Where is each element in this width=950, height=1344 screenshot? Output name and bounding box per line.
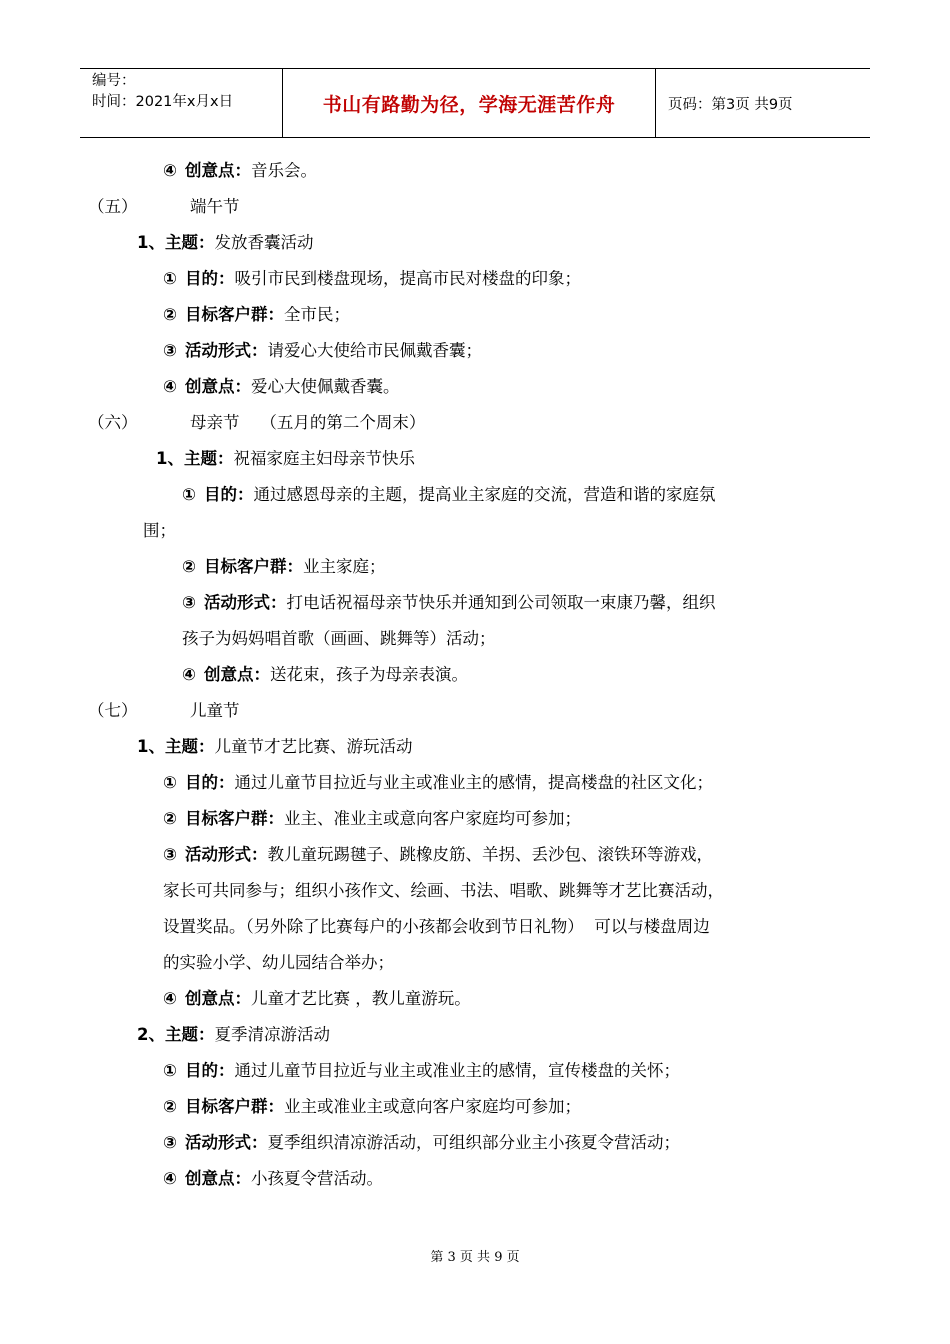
body-line: ③ 活动形式：请爱心大使给市民佩戴香囊； [163,341,482,360]
body-line: ① 目的：通过儿童节目拉近与业主或准业主的感情，提高楼盘的社区文化； [163,773,713,792]
body-line: ④ 创意点：音乐会。 [163,161,317,180]
body-line: ④ 创意点：爱心大使佩戴香囊。 [163,377,400,396]
document-date: 时间：2021年x月x日 [92,94,234,110]
body-line: ① 目的：通过儿童节目拉近与业主或准业主的感情，宣传楼盘的关怀； [163,1061,680,1080]
body-line-continued: 家长可共同参与；组织小孩作文、绘画、书法、唱歌、跳舞等才艺比赛活动， [163,881,724,900]
body-line: ④ 创意点：送花束，孩子为母亲表演。 [182,665,468,684]
document-number: 编号： [92,73,136,89]
body-line: ② 目标客户群：业主家庭； [182,557,386,576]
body-line: ④ 创意点：儿童才艺比赛 ，教儿童游玩。 [163,989,471,1008]
body-line-continued: 孩子为妈妈唱首歌（画画、跳舞等）活动； [182,629,496,648]
section-heading: （六） 母亲节 （五月的第二个周末） [88,413,426,432]
body-line: ④ 创意点：小孩夏令营活动。 [163,1169,383,1188]
topic-line: 1、主题：发放香囊活动 [137,233,314,252]
header-motto: 书山有路勤为径，学海无涯苦作舟 [282,69,656,137]
body-line: ① 目的：通过感恩母亲的主题，提高业主家庭的交流，营造和谐的家庭氛 [182,485,716,504]
topic-line: 1、主题：儿童节才艺比赛、游玩活动 [137,737,413,756]
section-heading: （五） 端午节 [88,197,240,216]
page-header [80,68,870,138]
body-line: ③ 活动形式：夏季组织清凉游活动，可组织部分业主小孩夏令营活动； [163,1133,680,1152]
body-line-continued: 的实验小学、幼儿园结合举办； [163,953,394,972]
header-meta [80,69,282,137]
body-line: ② 目标客户群：业主、准业主或意向客户家庭均可参加； [163,809,581,828]
section-heading: （七） 儿童节 [88,701,240,720]
body-line: ① 目的：吸引市民到楼盘现场，提高市民对楼盘的印象； [163,269,581,288]
body-line: ③ 活动形式：教儿童玩踢毽子、跳橡皮筋、羊拐、丢沙包、滚铁环等游戏， [163,845,713,864]
page-footer: 第 3 页 共 9 页 [430,1250,520,1265]
body-line: ② 目标客户群：业主或准业主或意向客户家庭均可参加； [163,1097,581,1116]
header-page-info: 页码：第3页 共9页 [668,96,793,113]
body-line: ③ 活动形式：打电话祝福母亲节快乐并通知到公司领取一束康乃馨，组织 [182,593,716,612]
body-line-continued: 围； [143,521,176,540]
body-line: ② 目标客户群：全市民； [163,305,350,324]
topic-line: 1、主题：祝福家庭主妇母亲节快乐 [156,449,415,468]
topic-line: 2、主题：夏季清凉游活动 [137,1025,330,1044]
body-line-continued: 设置奖品。（另外除了比赛每户的小孩都会收到节日礼物） 可以与楼盘周边 [163,917,710,936]
